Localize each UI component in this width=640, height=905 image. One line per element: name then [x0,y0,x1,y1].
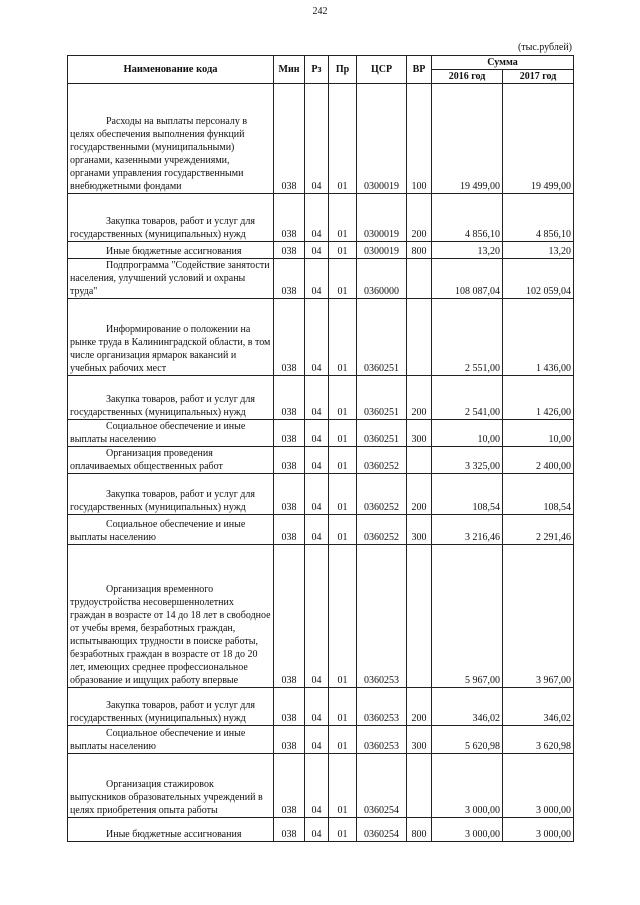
row-code-pr: 01 [329,754,357,818]
row-code-csr: 0360251 [357,299,407,376]
row-code-vr: 800 [407,242,432,259]
row-code-pr: 01 [329,688,357,726]
row-amount-2016: 2 551,00 [432,299,503,376]
row-code-min: 038 [274,545,305,688]
row-code-vr [407,754,432,818]
row-code-vr: 800 [407,818,432,842]
row-amount-2016: 3 216,46 [432,515,503,545]
row-amount-2016: 13,20 [432,242,503,259]
row-code-min: 038 [274,447,305,474]
row-code-min: 038 [274,754,305,818]
row-code-pr: 01 [329,242,357,259]
row-code-rz: 04 [305,194,329,242]
row-amount-2016: 19 499,00 [432,84,503,194]
row-code-min: 038 [274,818,305,842]
table-row [68,420,574,447]
row-amount-2017: 346,02 [503,688,574,726]
table-row [68,818,574,842]
row-code-csr: 0300019 [357,84,407,194]
row-code-pr: 01 [329,545,357,688]
row-amount-2017: 3 000,00 [503,818,574,842]
row-amount-2016: 346,02 [432,688,503,726]
row-code-csr: 0300019 [357,194,407,242]
row-code-rz: 04 [305,754,329,818]
row-code-pr: 01 [329,818,357,842]
row-amount-2016: 10,00 [432,420,503,447]
row-amount-2016: 5 967,00 [432,545,503,688]
row-code-csr: 0360254 [357,818,407,842]
row-code-vr: 200 [407,376,432,420]
row-name: Организация проведения оплачиваемых общественных работ [68,447,274,474]
row-amount-2016: 3 000,00 [432,754,503,818]
row-code-rz: 04 [305,726,329,754]
row-name: Подпрограмма "Содействие занятости населения, улучшений условий и охраны труда" [68,259,274,299]
row-amount-2016: 5 620,98 [432,726,503,754]
table-row [68,194,574,242]
row-code-pr: 01 [329,474,357,515]
header-year-2016: 2016 год [432,70,503,84]
row-code-rz: 04 [305,545,329,688]
row-name: Иные бюджетные ассигнования [68,818,274,842]
row-name: Расходы на выплаты персоналу в целях обеспечения выполнения функций государственными (муниципальными) органами, казенными учреждениями, органами управления государственными внебюджетными фондами [68,84,274,194]
row-amount-2017: 4 856,10 [503,194,574,242]
row-code-rz: 04 [305,376,329,420]
row-code-pr: 01 [329,420,357,447]
table-row [68,474,574,515]
table-row [68,447,574,474]
row-code-rz: 04 [305,420,329,447]
row-code-min: 038 [274,194,305,242]
row-name: Закупка товаров, работ и услуг для государственных (муниципальных) нужд [68,376,274,420]
row-name: Социальное обеспечение и иные выплаты населению [68,420,274,447]
row-name: Организация стажировок выпускников образовательных учреждений в целях приобретения опыта работы [68,754,274,818]
row-code-min: 038 [274,299,305,376]
row-code-vr: 300 [407,726,432,754]
row-code-min: 038 [274,84,305,194]
row-code-min: 038 [274,242,305,259]
row-code-min: 038 [274,688,305,726]
row-code-rz: 04 [305,259,329,299]
header-vr: ВР [407,56,432,84]
row-code-min: 038 [274,726,305,754]
row-code-rz: 04 [305,515,329,545]
row-name: Иные бюджетные ассигнования [68,242,274,259]
row-code-min: 038 [274,376,305,420]
header-pr: Пр [329,56,357,84]
row-name: Организация временного трудоустройства несовершеннолетних граждан в возрасте от 14 до 18 лет в свободное от учебы время, безработных граждан, испытывающих трудности в поиске работы, безработных граждан в возрасте от 18 до 20 лет, имеющих среднее профессиональное образование и ищущих работу впервые [68,545,274,688]
row-amount-2017: 102 059,04 [503,259,574,299]
row-code-pr: 01 [329,515,357,545]
row-code-csr: 0360000 [357,259,407,299]
row-code-csr: 0360252 [357,447,407,474]
row-code-pr: 01 [329,726,357,754]
row-code-csr: 0360251 [357,420,407,447]
header-sum: Сумма [432,56,574,70]
row-code-min: 038 [274,474,305,515]
row-code-rz: 04 [305,818,329,842]
table-row [68,259,574,299]
row-name: Закупка товаров, работ и услуг для государственных (муниципальных) нужд [68,688,274,726]
row-name: Социальное обеспечение и иные выплаты населению [68,726,274,754]
row-code-vr: 200 [407,688,432,726]
header-min: Мин [274,56,305,84]
row-code-rz: 04 [305,474,329,515]
table-row [68,84,574,194]
row-amount-2016: 3 000,00 [432,818,503,842]
row-amount-2016: 3 325,00 [432,447,503,474]
row-amount-2017: 13,20 [503,242,574,259]
row-amount-2016: 108 087,04 [432,259,503,299]
row-code-csr: 0360253 [357,545,407,688]
row-code-csr: 0360252 [357,515,407,545]
row-code-rz: 04 [305,242,329,259]
row-name: Закупка товаров, работ и услуг для государственных (муниципальных) нужд [68,194,274,242]
row-code-csr: 0360252 [357,474,407,515]
row-code-vr: 300 [407,515,432,545]
row-amount-2017: 108,54 [503,474,574,515]
row-code-vr: 200 [407,474,432,515]
table-row [68,515,574,545]
row-amount-2016: 4 856,10 [432,194,503,242]
row-amount-2017: 1 426,00 [503,376,574,420]
row-code-pr: 01 [329,259,357,299]
budget-body [68,84,574,842]
row-code-vr [407,447,432,474]
header-year-2017: 2017 год [503,70,574,84]
row-code-rz: 04 [305,299,329,376]
row-code-min: 038 [274,420,305,447]
row-code-csr: 0360253 [357,726,407,754]
header-name: Наименование кода [68,56,274,84]
table-row [68,688,574,726]
row-code-vr: 200 [407,194,432,242]
row-name: Закупка товаров, работ и услуг для государственных (муниципальных) нужд [68,474,274,515]
row-code-min: 038 [274,515,305,545]
row-code-vr [407,545,432,688]
row-amount-2017: 3 967,00 [503,545,574,688]
row-amount-2017: 10,00 [503,420,574,447]
table-row [68,754,574,818]
row-amount-2017: 19 499,00 [503,84,574,194]
page-number: 242 [312,6,328,17]
row-code-vr [407,299,432,376]
row-amount-2017: 1 436,00 [503,299,574,376]
table-row [68,376,574,420]
row-code-vr: 100 [407,84,432,194]
row-amount-2017: 2 400,00 [503,447,574,474]
header-csr: ЦСР [357,56,407,84]
table-row [68,726,574,754]
row-amount-2016: 108,54 [432,474,503,515]
row-code-csr: 0360251 [357,376,407,420]
row-amount-2017: 3 000,00 [503,754,574,818]
row-code-csr: 0360254 [357,754,407,818]
row-code-pr: 01 [329,299,357,376]
row-code-rz: 04 [305,688,329,726]
table-row [68,299,574,376]
row-amount-2017: 3 620,98 [503,726,574,754]
row-code-csr: 0300019 [357,242,407,259]
row-name: Информирование о положении на рынке труда в Калининградской области, в том числе организация ярмарок вакансий и учебных рабочих мест [68,299,274,376]
units-label: (тыс.рублей) [517,42,572,53]
row-name: Социальное обеспечение и иные выплаты населению [68,515,274,545]
row-code-rz: 04 [305,447,329,474]
row-amount-2017: 2 291,46 [503,515,574,545]
row-code-rz: 04 [305,84,329,194]
row-code-pr: 01 [329,376,357,420]
table-row [68,242,574,259]
row-code-vr: 300 [407,420,432,447]
row-amount-2016: 2 541,00 [432,376,503,420]
row-code-pr: 01 [329,194,357,242]
header-rz: Рз [305,56,329,84]
row-code-pr: 01 [329,84,357,194]
row-code-pr: 01 [329,447,357,474]
table-row [68,545,574,688]
row-code-min: 038 [274,259,305,299]
row-code-vr [407,259,432,299]
budget-table [67,55,574,842]
row-code-csr: 0360253 [357,688,407,726]
